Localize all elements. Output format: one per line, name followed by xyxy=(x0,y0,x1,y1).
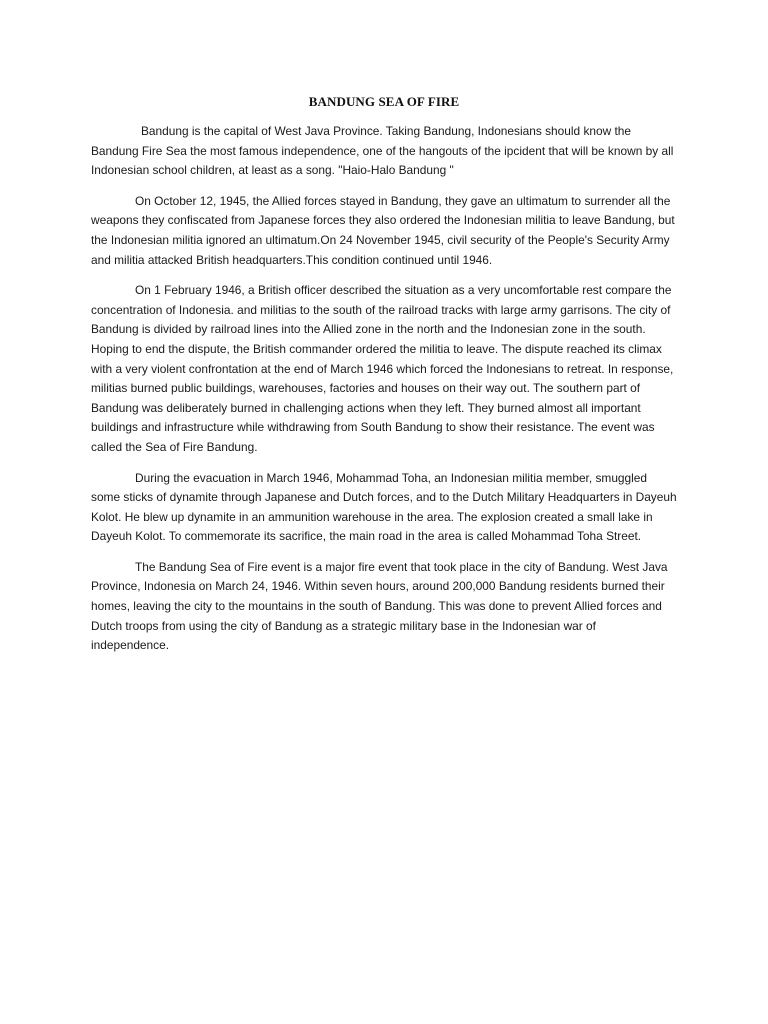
document-body xyxy=(91,122,677,667)
paragraph-mohammad-toha: During the evacuation in March 1946, Mohammad Toha, an Indonesian militia member, smuggled some sticks of dynamite through Japanese and Dutch forces, and to the Dutch Military Headquarters in Dayeuh Kolot. He blew up dynamite in an ammunition warehouse in the area. The explosion created a small lake in Dayeuh Kolot. To commemorate its sacrifice, the main road in the area is called Mohammad Toha Street. xyxy=(91,470,677,544)
document-title: BANDUNG SEA OF FIRE xyxy=(308,94,460,109)
paragraph-sea-of-fire-event: The Bandung Sea of Fire event is a major fire event that took place in the city of Bandung. West Java Province, Indonesia on March 24, 1946. Within seven hours, around 200,000 Bandung residents burned their homes, leaving the city to the mountains in the south of Bandung. This was done to prevent Allied forces and Dutch troops from using the city of Bandung as a strategic military base in the Indonesian war of independence. xyxy=(91,559,668,653)
paragraph-british-officer: On 1 February 1946, a British officer described the situation as a very uncomfortable rest compare the concentration of Indonesia. and militias to the south of the railroad tracks with large army garrisons. The city of Bandung is divided by railroad lines into the Allied zone in the north and the Indonesian zone in the south. Hoping to end the dispute, the British commander ordered the militia to leave. The dispute reached its climax with a very violent confrontation at the end of March 1946 which forced the Indonesians to retreat. In response, militias burned public buildings, warehouses, factories and houses on their way out. The southern part of Bandung was deliberately burned in challenging actions when they left. They burned almost all important buildings and infrastructure while withdrawing from South Bandung to show their resistance. The event was called the Sea of Fire Bandung. xyxy=(91,283,674,454)
paragraph-ultimatum: On October 12, 1945, the Allied forces stayed in Bandung, they gave an ultimatum to surrender all the weapons they confiscated from Japanese forces they also ordered the Indonesian militia to leave Bandung, but the Indonesian militia ignored an ultimatum.On 24 November 1945, civil security of the People's Security Army and militia attacked British headquarters.This condition continued until 1946. xyxy=(91,193,675,267)
paragraph-intro: Bandung is the capital of West Java Province. Taking Bandung, Indonesians should know the Bandung Fire Sea the most famous independence, one of the hangouts of the ipcident that will be known by all Indonesian school children, at least as a song. "Haio-Halo Bandung " xyxy=(91,124,674,178)
